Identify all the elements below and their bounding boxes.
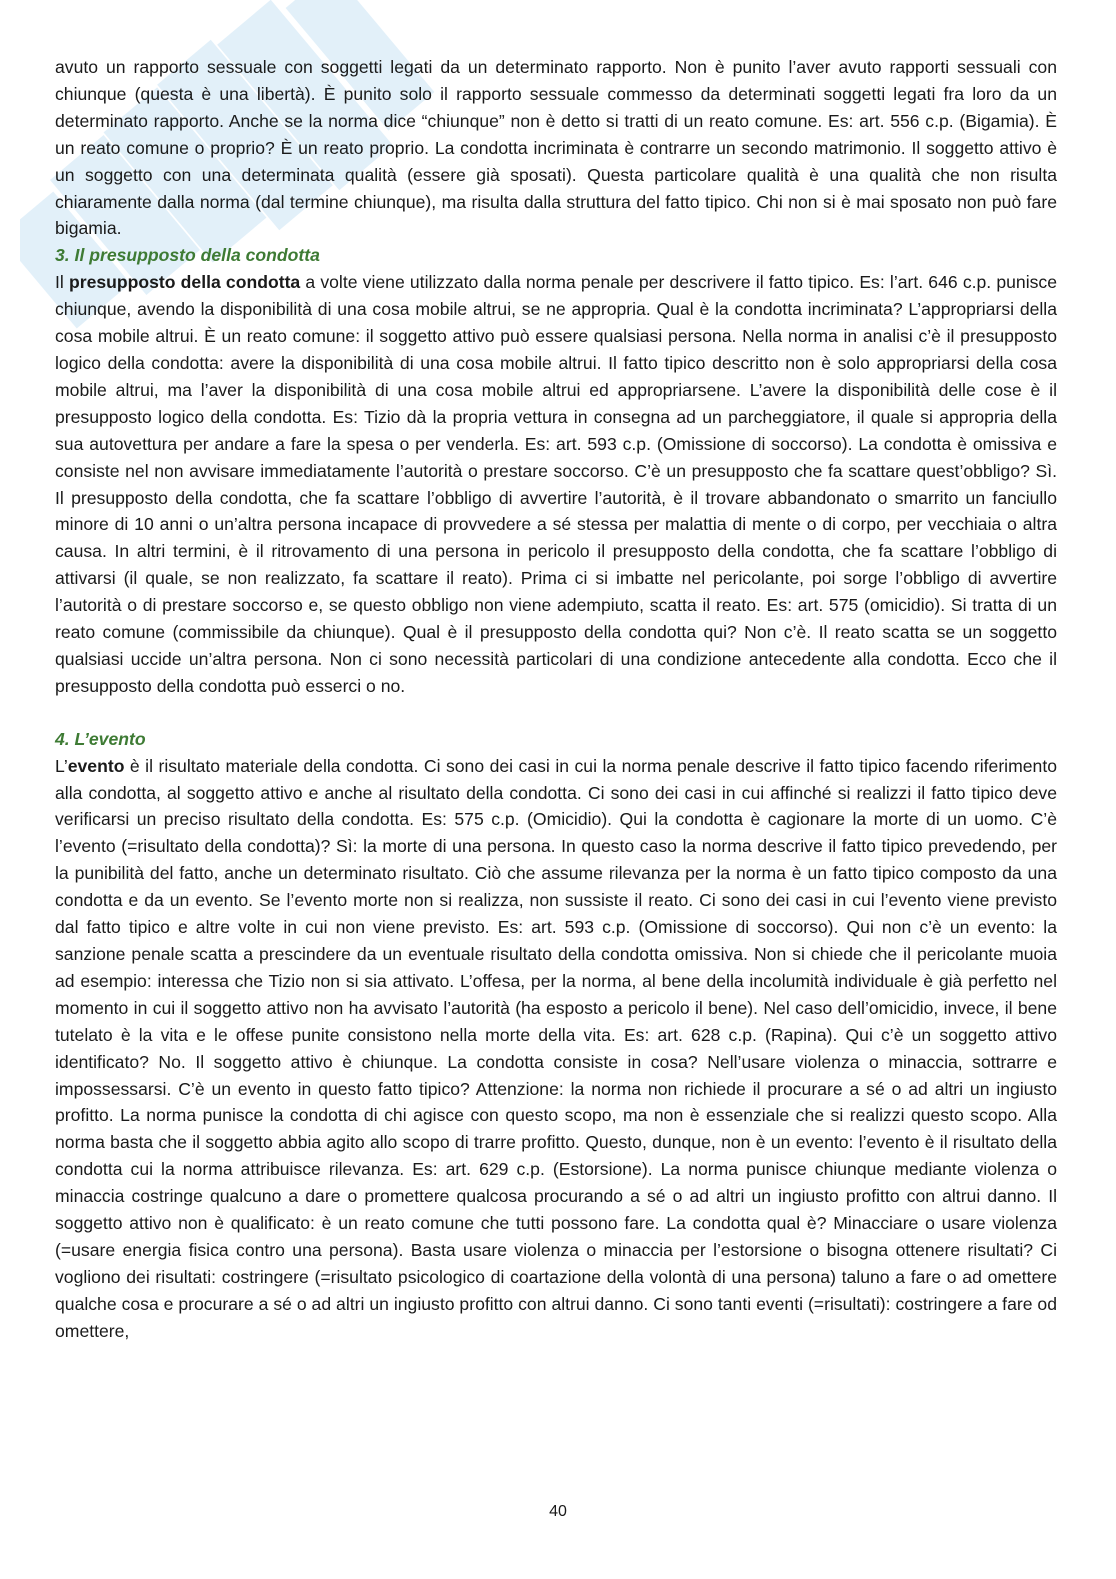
section-4-term: evento bbox=[67, 755, 125, 776]
section-4-lead: L’ bbox=[55, 755, 68, 776]
section-3-term: presupposto della condotta bbox=[68, 272, 301, 293]
section-gap bbox=[55, 700, 1057, 726]
section-3-text: a volte viene utilizzato dalla norma penale per descrivere il fatto tipico. Es: l’art. 646 c.p. punisce chiunque, avendo la disponibilità di una cosa mobile altrui, se ne appropria. Qual è la condotta incriminata? L’appropriarsi della cosa mobile altrui. È un reato comune: il soggetto attivo può essere qualsiasi persona. Nella norma in analisi c’è il presupposto logico della condotta: avere la disponibilità di una cosa mobile altrui. Il fatto tipico descritto non è solo appropriarsi della cosa mobile altrui, ma l’aver la disponibilità di una cosa mobile altrui ed appropriarsene. L’avere la disponibilità delle cose è il presupposto logico della condotta. Es: Tizio dà la propria vettura in consegna ad un parcheggiatore, il quale si appropria della sua autovettura per andare a fare la spesa o per venderla. Es: art. 593 c.p. (Omissione di soccorso). La condotta è omissiva e consiste nel non avvisare immediatamente l’autorità o prestare soccorso. C’è un presupposto che fa scattare quest’obbligo? Sì. Il presupposto della condotta, che fa scattare l’obbligo di avvertire l’autorità, è il trovare abbandonato o smarrito un fanciullo minore di 10 anni o un’altra persona incapace di provvedere a sé stessa per malattia di mente o di corpo, per vecchiaia o altra causa. In altri termini, è il ritrovamento di una persona in pericolo il presupposto della condotta, che fa scattare l’obbligo di attivarsi (il quale, se non realizzato, fa scattare il reato). Prima ci si imbatte nel pericolante, poi sorge l’obbligo di avvertire l’autorità o di prestare soccorso e, se questo obbligo non viene adempiuto, scatta il reato. Es: art. 575 (omicidio). Si tratta di un reato comune (commissibile da chiunque). Qual è il presupposto della condotta qui? Non c’è. Il reato scatta se un soggetto qualsiasi uccide un’altra persona. Non ci sono necessità particolari di una condizione antecedente alla condotta. Ecco che il presupposto della condotta può esserci o no. bbox=[55, 272, 1057, 696]
section-3-paragraph bbox=[55, 269, 1057, 700]
intro-paragraph: avuto un rapporto sessuale con soggetti legati da un determinato rapporto. Non è punito l’aver avuto rapporti sessuali con chiunque (questa è una libertà). È punito solo il rapporto sessuale commesso da determinati soggetti legati fra loro da un determinato rapporto. Anche se la norma dice “chiunque” non è detto si tratti di un reato comune. Es: art. 556 c.p. (Bigamia). È un reato comune o proprio? È un reato proprio. La condotta incriminata è contrarre un secondo matrimonio. Il soggetto attivo è un soggetto con una determinata qualità (essere già sposati). Questa particolare qualità è una qualità che non risulta chiaramente dalla norma (dal termine chiunque), ma risulta dalla struttura del fatto tipico. Chi non si è mai sposato non può fare bigamia. bbox=[55, 57, 1057, 239]
section-4-heading: 4. L’evento bbox=[55, 728, 146, 749]
section-3-lead: Il bbox=[55, 272, 69, 293]
section-4-paragraph bbox=[55, 753, 1057, 1345]
page-number: 40 bbox=[549, 1503, 567, 1520]
section-4-text: è il risultato materiale della condotta. Ci sono dei casi in cui la norma penale descrive il fatto tipico facendo riferimento alla condotta, al soggetto attivo e anche al risultato della condotta. Ci sono dei casi in cui affinché si realizzi il fatto tipico deve verificarsi un preciso risultato della condotta. Es: 575 c.p. (Omicidio). Qui la condotta è cagionare la morte di un uomo. C’è l’evento (=risultato della condotta)? Sì: la morte di una persona. In questo caso la norma descrive il fatto tipico prevedendo, per la punibilità del fatto, anche un determinato risultato. Ciò che assume rilevanza per la norma è un fatto tipico composto da una condotta e da un evento. Se l’evento morte non si realizza, non sussiste il reato. Ci sono dei casi in cui l’evento viene previsto dal fatto tipico e altre volte in cui non viene previsto. Es: art. 593 c.p. (Omissione di soccorso). Qui non c’è un evento: la sanzione penale scatta a prescindere da un eventuale risultato della condotta omissiva. Non si chiede che il pericolante muoia ad esempio: interessa che Tizio non si sia attivato. L’offesa, per la norma, al bene della incolumità individuale è già perfetto nel momento in cui il soggetto attivo non ha avvisato l’autorità (ha esposto a pericolo il bene). Nel caso dell’omicidio, invece, il bene tutelato è la vita e le offese punite consistono nella morte della vita. Es: art. 628 c.p. (Rapina). Qui c’è un soggetto attivo identificato? No. Il soggetto attivo è chiunque. La condotta consiste in cosa? Nell’usare violenza o minaccia, sottrarre e impossessarsi. C’è un evento in questo fatto tipico? Attenzione: la norma non richiede il procurare a sé o ad altri un ingiusto profitto. La norma punisce la condotta di chi agisce con questo scopo, ma non è essenziale che si realizzi questo scopo. Alla norma basta che il soggetto abbia agito allo scopo di trarre profitto. Questo, dunque, non è un evento: l’evento è il risultato della condotta cui la norma attribuisce rilevanza. Es: art. 629 c.p. (Estorsione). La norma punisce chiunque mediante violenza o minaccia costringe qualcuno a dare o promettere qualcosa procurando a sé o ad altri un ingiusto profitto con altrui danno. Il soggetto attivo non è qualificato: è un reato comune che tutti possono fare. La condotta qual è? Minacciare o usare violenza (=usare energia fisica contro una persona). Basta usare violenza o minaccia per l’estorsione o bisogna ottenere risultati? Ci vogliono dei risultati: costringere (=risultato psicologico di coartazione della volontà di una persona) taluno a fare o ad omettere qualche cosa e procurare a sé o ad altri un ingiusto profitto con altrui danno. Ci sono tanti eventi (=risultati): costringere a fare od omettere, bbox=[55, 755, 1057, 1341]
section-3-heading: 3. Il presupposto della condotta bbox=[55, 245, 320, 266]
document-page bbox=[55, 54, 1057, 1345]
